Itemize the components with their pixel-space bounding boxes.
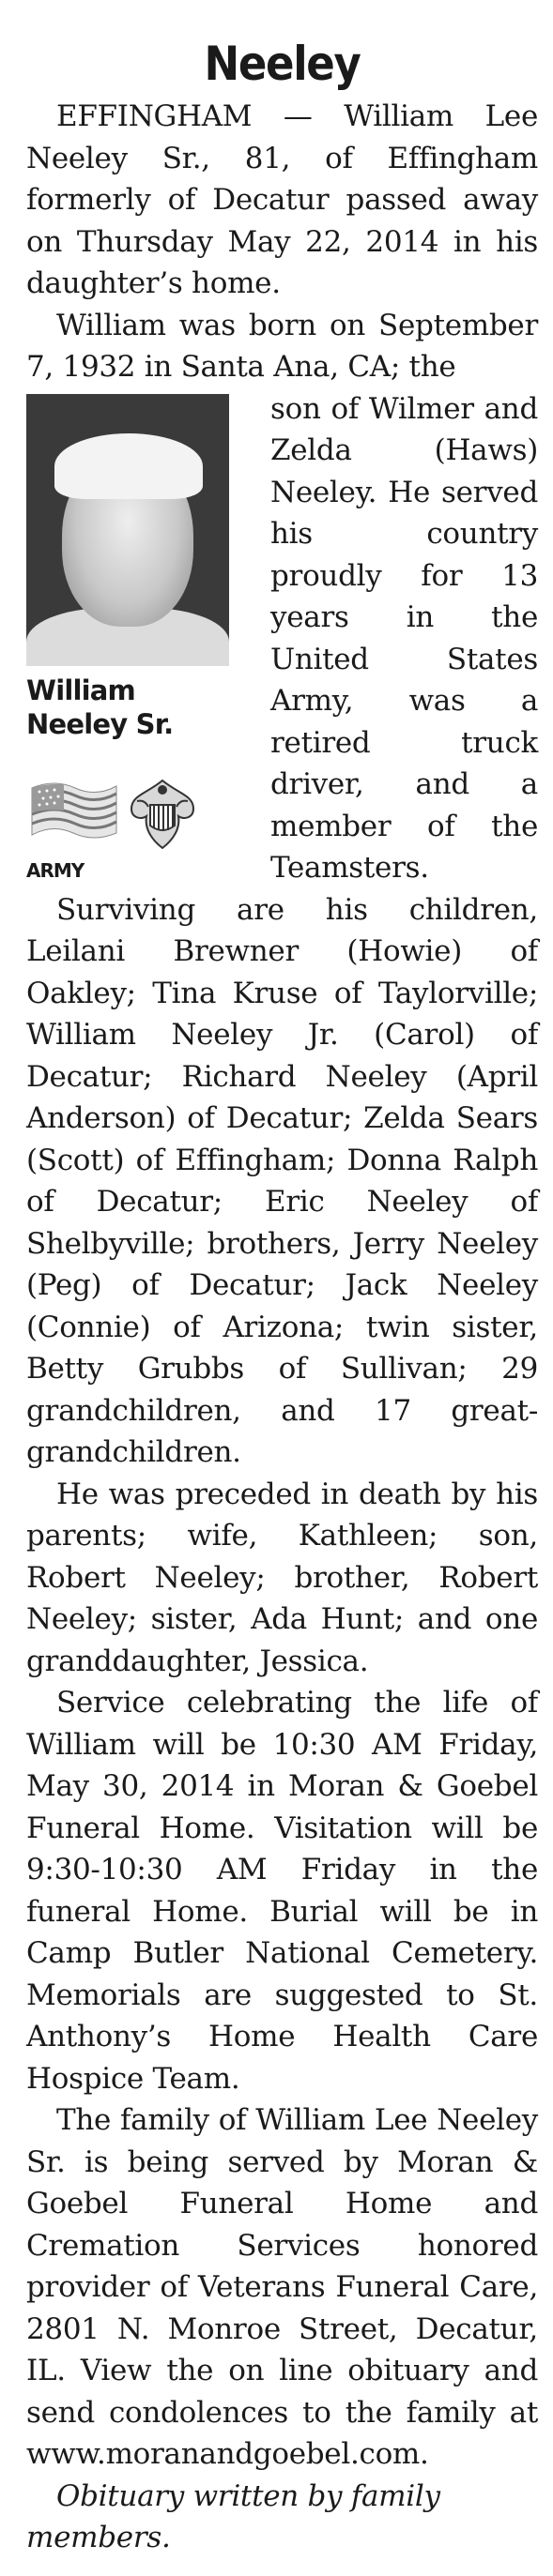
- obituary-paragraph-survivors: Surviving are his children, Leilani Brewner (Howie) of Oakley; Tina Kruse of Taylorville; William Neeley Jr. (Carol) of Decatur; Richard Neeley (April Anderson) of Decatur; Zelda Sears (Scott) of Effingham; Donna Ralph of Decatur; Eric Neeley of Shelbyville; brothers, Jerry Neeley (Peg) of Decatur; Jack Neeley (Connie) of Arizona; twin sister, Betty Grubbs of Sullivan; 29 grandchildren, and 17 great-grandchildren.: [26, 892, 538, 1469]
- obituary-paragraph-birth-rest: son of Wilmer and Zelda (Haws) Neeley. He served his country proudly for 13 years in the United States Army, was a retired truck driver, and a member of the Teamsters.: [270, 391, 538, 885]
- obituary-paragraph-funeral-home: The family of William Lee Neeley Sr. is being served by Moran & Goebel Funeral Home and Cremation Services honored provider of Veterans Funeral Care, 2801 N. Monroe Street, Decatur, IL. View the on line obituary and send condolences to the family at www.moranandgoebel.com.: [26, 2103, 538, 2471]
- portrait-photo: [26, 394, 229, 666]
- army-label: ARMY: [26, 858, 84, 882]
- photo-caption-line1: William: [26, 674, 135, 706]
- photo-caption: [26, 674, 252, 741]
- american-flag-icon: [26, 775, 120, 848]
- obituary-paragraph-birth-lead: William was born on September 7, 1932 in Santa Ana, CA; the: [26, 308, 538, 384]
- photo-sidebar: [26, 394, 252, 882]
- army-seal-icon: [128, 775, 197, 854]
- obituary-paragraph-preceded: He was preceded in death by his parents; wife, Kathleen; son, Robert Neeley; brother, Robert Neeley; sister, Ada Hunt; and one granddaughter, Jessica.: [26, 1477, 538, 1678]
- military-emblems: [26, 775, 252, 854]
- obituary-credit: Obituary written by family members.: [26, 2478, 440, 2554]
- obituary-paragraph-service: Service celebrating the life of William will be 10:30 AM Friday, May 30, 2014 in Moran & Goebel Funeral Home. Visitation will be 9:30-10:30 AM Friday in the funeral Home. Burial will be in Camp Butler National Cemetery. Memorials are suggested to St. Anthony’s Home Health Care Hospice Team.: [26, 1686, 538, 2096]
- photo-caption-line2: Neeley Sr.: [26, 707, 174, 740]
- obituary-paragraph-intro: EFFINGHAM — William Lee Neeley Sr., 81, of Effingham formerly of Decatur passed away on Thursday May 22, 2014 in his daughter’s home.: [26, 99, 538, 300]
- obituary-headline: Neeley: [204, 37, 361, 91]
